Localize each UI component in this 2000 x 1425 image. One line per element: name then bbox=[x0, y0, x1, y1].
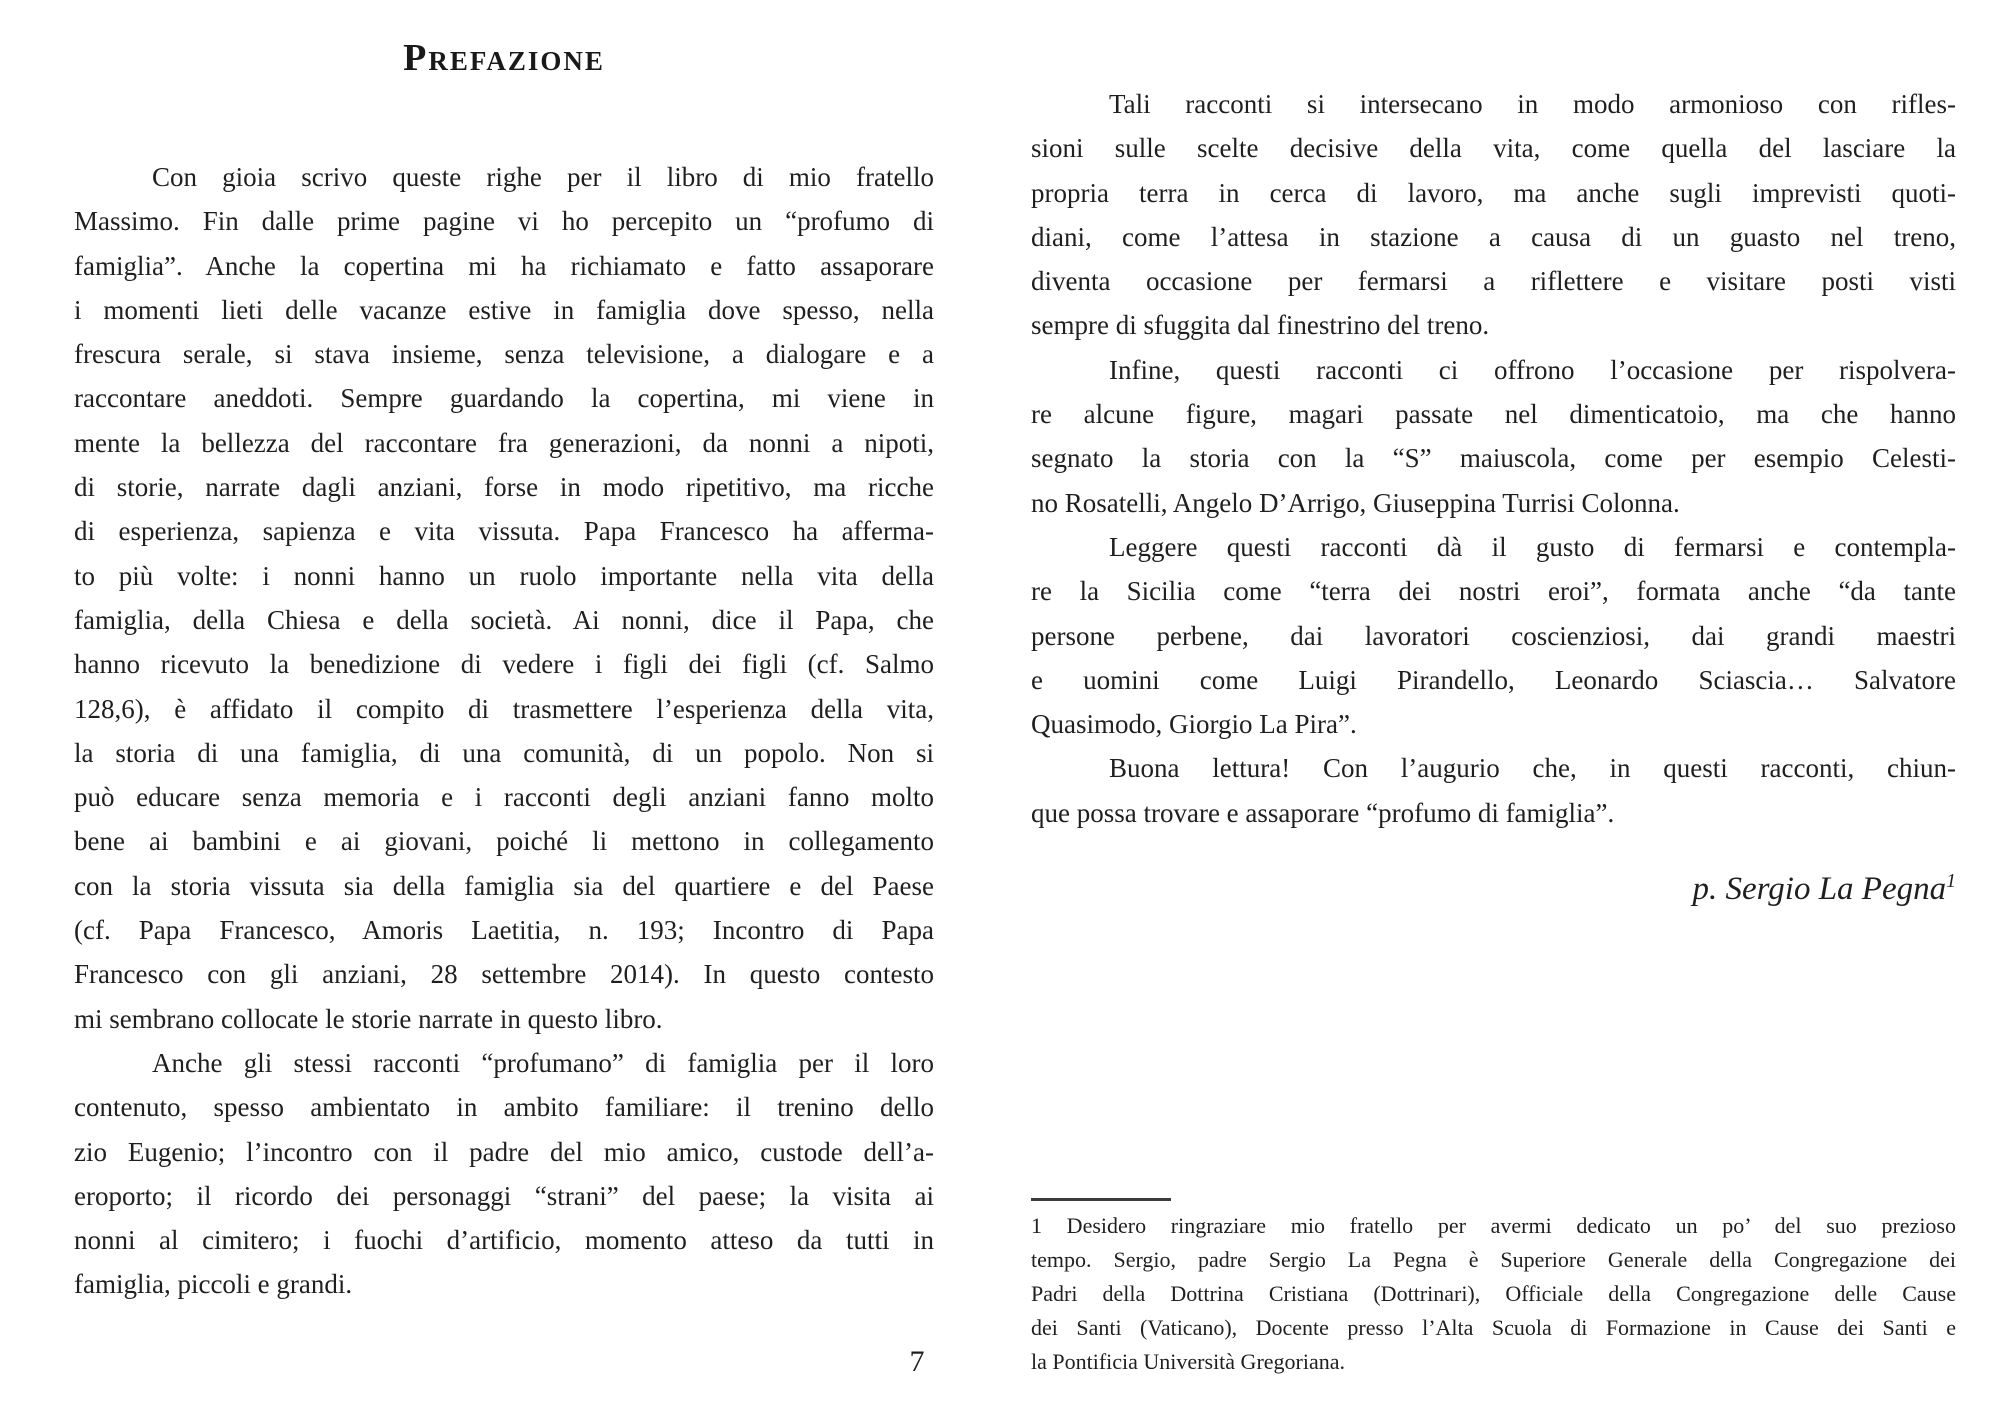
page-title: Prefazione bbox=[403, 37, 605, 79]
text-line: que possa trovare e assaporare “profumo di famiglia”. bbox=[1031, 797, 1615, 828]
text-line: Infine, questi racconti ci offrono l’occasione per rispolvera- bbox=[1109, 354, 1956, 385]
text-line: e uomini come Luigi Pirandello, Leonardo Sciascia… Salvatore bbox=[1031, 664, 1956, 695]
text-line: i momenti lieti delle vacanze estive in famiglia dove spesso, nella bbox=[74, 294, 934, 325]
text-line: la Pontificia Università Gregoriana. bbox=[1031, 1349, 1346, 1374]
text-line: Anche gli stessi racconti “profumano” di famiglia per il loro bbox=[152, 1047, 934, 1078]
page-left bbox=[74, 0, 934, 1425]
preface-body-right bbox=[1031, 82, 1956, 835]
text-line: famiglia, della Chiesa e della società. Ai nonni, dice il Papa, che bbox=[74, 604, 934, 635]
text-line: la storia di una famiglia, di una comunità, di un popolo. Non si bbox=[74, 737, 934, 768]
footnote-reference-marker: 1 bbox=[1946, 870, 1956, 892]
text-line: nonni al cimitero; i fuochi d’artificio, momento atteso da tutti in bbox=[74, 1225, 934, 1256]
signature-text: p. Sergio La Pegna bbox=[1692, 871, 1947, 907]
text-line: mi sembrano collocate le storie narrate in questo libro. bbox=[74, 1003, 663, 1034]
text-line: Tali racconti si intersecano in modo armonioso con rifles- bbox=[1109, 89, 1956, 119]
text-line: no Rosatelli, Angelo D’Arrigo, Giuseppina Turrisi Colonna. bbox=[1031, 487, 1680, 518]
footnote-separator bbox=[1031, 1198, 1171, 1201]
text-line: dei Santi (Vaticano), Docente presso l’Alta Scuola di Formazione in Cause dei Santi e bbox=[1031, 1315, 1956, 1340]
text-line: bene ai bambini e ai giovani, poiché li mettono in collegamento bbox=[74, 826, 934, 857]
text-line: to più volte: i nonni hanno un ruolo importante nella vita della bbox=[74, 560, 934, 591]
page-right bbox=[1031, 0, 1956, 1425]
text-line: Massimo. Fin dalle prime pagine vi ho percepito un “profumo di bbox=[74, 206, 934, 237]
preface-body-left bbox=[74, 155, 934, 1307]
text-line: re la Sicilia come “terra dei nostri eroi”, formata anche “da tante bbox=[1031, 576, 1956, 607]
text-line: Padri della Dottrina Cristiana (Dottrinari), Officiale della Congregazione delle Cause bbox=[1031, 1281, 1956, 1306]
text-line: di esperienza, sapienza e vita vissuta. Papa Francesco ha afferma- bbox=[74, 516, 934, 547]
text-line: 1 Desidero ringraziare mio fratello per avermi dedicato un po’ del suo prezioso bbox=[1031, 1213, 1956, 1238]
text-line: Quasimodo, Giorgio La Pira”. bbox=[1031, 709, 1357, 740]
text-line: propria terra in cerca di lavoro, ma anche sugli imprevisti quoti- bbox=[1031, 177, 1956, 208]
text-line: di storie, narrate dagli anziani, forse in modo ripetitivo, ma ricche bbox=[74, 472, 934, 503]
text-line: frescura serale, si stava insieme, senza televisione, a dialogare e a bbox=[74, 339, 934, 370]
footnote bbox=[1031, 1209, 1956, 1379]
text-line: diani, come l’attesa in stazione a causa di un guasto nel treno, bbox=[1031, 221, 1956, 252]
text-line: persone perbene, dai lavoratori coscienziosi, dai grandi maestri bbox=[1031, 620, 1956, 651]
text-line: sioni sulle scelte decisive della vita, come quella del lasciare la bbox=[1031, 133, 1956, 164]
text-line: famiglia, piccoli e grandi. bbox=[74, 1269, 353, 1300]
text-line: (cf. Papa Francesco, Amoris Laetitia, n. 193; Incontro di Papa bbox=[74, 915, 934, 946]
text-line: re alcune figure, magari passate nel dimenticatoio, ma che hanno bbox=[1031, 399, 1956, 430]
text-line: contenuto, spesso ambientato in ambito familiare: il trenino dello bbox=[74, 1092, 934, 1123]
text-line: Leggere questi racconti dà il gusto di fermarsi e contempla- bbox=[1109, 531, 1956, 562]
text-line: hanno ricevuto la benedizione di vedere i figli dei figli (cf. Salmo bbox=[74, 649, 934, 680]
signature bbox=[1693, 869, 1956, 909]
page-number: 7 bbox=[909, 1345, 925, 1378]
text-line: diventa occasione per fermarsi a riflettere e visitare posti visti bbox=[1031, 266, 1956, 297]
text-line: può educare senza memoria e i racconti degli anziani fanno molto bbox=[74, 782, 934, 813]
text-line: segnato la storia con la “S” maiuscola, come per esempio Celesti- bbox=[1031, 443, 1956, 474]
text-line: mente la bellezza del raccontare fra generazioni, da nonni a nipoti, bbox=[74, 427, 934, 458]
text-line: tempo. Sergio, padre Sergio La Pegna è Superiore Generale della Congregazione dei bbox=[1031, 1247, 1956, 1272]
text-line: con la storia vissuta sia della famiglia sia del quartiere e del Paese bbox=[74, 870, 934, 901]
text-line: Francesco con gli anziani, 28 settembre 2014). In questo contesto bbox=[74, 959, 934, 990]
text-line: famiglia”. Anche la copertina mi ha richiamato e fatto assaporare bbox=[74, 250, 934, 281]
text-line: Buona lettura! Con l’augurio che, in questi racconti, chiun- bbox=[1109, 753, 1956, 784]
text-line: sempre di sfuggita dal finestrino del treno. bbox=[1031, 310, 1490, 341]
text-line: raccontare aneddoti. Sempre guardando la copertina, mi viene in bbox=[74, 383, 934, 414]
text-line: 128,6), è affidato il compito di trasmettere l’esperienza della vita, bbox=[74, 693, 934, 724]
text-line: Con gioia scrivo queste righe per il libro di mio fratello bbox=[152, 162, 934, 192]
text-line: zio Eugenio; l’incontro con il padre del mio amico, custode dell’a- bbox=[74, 1136, 934, 1167]
text-line: eroporto; il ricordo dei personaggi “strani” del paese; la visita ai bbox=[74, 1180, 934, 1211]
